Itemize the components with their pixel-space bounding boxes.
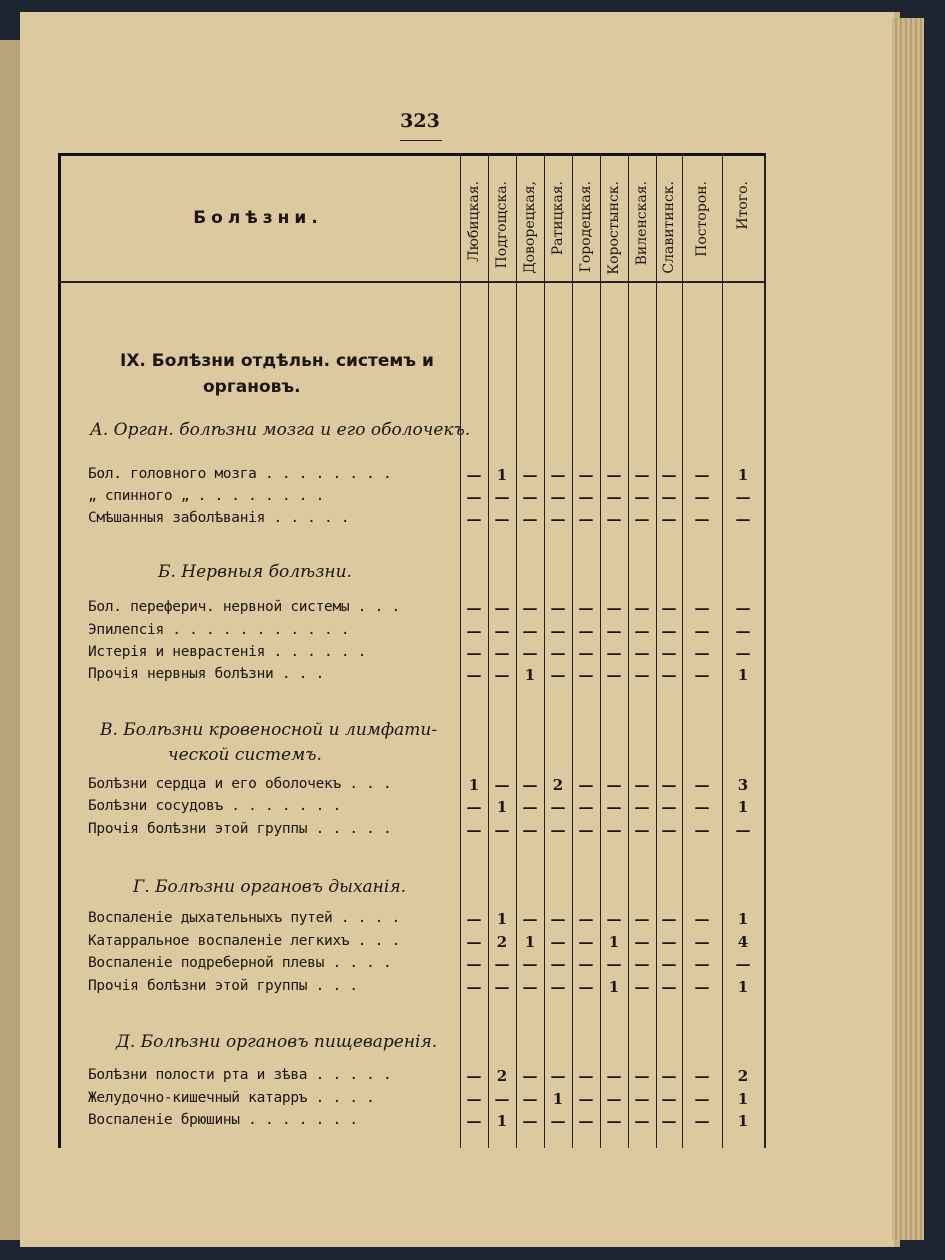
table-cell: — (606, 510, 622, 528)
table-cell: — (661, 910, 677, 928)
table-cell: — (466, 466, 482, 484)
table-row (58, 821, 764, 843)
table-cell: — (735, 510, 751, 528)
table-cell: — (550, 955, 566, 973)
table-row (58, 1067, 764, 1089)
table-cell: — (694, 599, 710, 617)
table-row (58, 798, 764, 820)
table-cell: — (466, 910, 482, 928)
table-cell: — (494, 644, 510, 662)
section-g-heading: Г. Болѣзни органовъ дыханія. (133, 877, 406, 897)
row-label: Смѣшанныя заболѣванія . . . . . (88, 510, 350, 526)
table-cell: — (606, 910, 622, 928)
column-header-label: Городецкая. (578, 181, 594, 273)
table-cell: — (578, 510, 594, 528)
table-cell: — (661, 488, 677, 506)
table-cell: — (606, 821, 622, 839)
row-label: Бол. переферич. нервной системы . . . (88, 599, 400, 615)
table-cell: — (494, 622, 510, 640)
table-row (58, 910, 764, 932)
district-column-header (656, 181, 682, 277)
column-header-label: Любицкая. (466, 181, 482, 263)
section-d-heading: Д. Болѣзни органовъ пищеваренія. (116, 1032, 438, 1052)
table-cell: — (606, 776, 622, 794)
table-cell: — (634, 933, 650, 951)
row-label: Болѣзни сердца и его оболочекъ . . . (88, 776, 392, 792)
table-cell: — (578, 798, 594, 816)
table-row (58, 933, 764, 955)
table-cell: — (694, 666, 710, 684)
table-cell: — (466, 1067, 482, 1085)
table-cell: — (522, 910, 538, 928)
table-cell: — (606, 798, 622, 816)
table-row (58, 622, 764, 644)
table-cell: — (494, 978, 510, 996)
table-cell: — (694, 488, 710, 506)
table-cell: 1 (496, 798, 508, 816)
row-label: Воспаленіе брюшины . . . . . . . (88, 1112, 358, 1128)
table-cell: — (634, 798, 650, 816)
table-row (58, 955, 764, 977)
table-cell: 1 (737, 798, 749, 816)
table-cell: — (634, 466, 650, 484)
table-cell: — (578, 466, 594, 484)
row-label: Воспаленіе подреберной плевы . . . . (88, 955, 392, 971)
table-cell: 3 (737, 776, 749, 794)
table-cell: — (735, 488, 751, 506)
table-cell: — (578, 776, 594, 794)
table-cell: — (550, 466, 566, 484)
table-cell: — (606, 1067, 622, 1085)
table-cell: — (550, 978, 566, 996)
table-cell: — (606, 1112, 622, 1130)
table-cell: — (522, 821, 538, 839)
table-cell: — (550, 488, 566, 506)
table-row (58, 666, 764, 688)
page-number: 323 (400, 110, 440, 132)
table-cell: — (466, 955, 482, 973)
row-label: Воспаленіе дыхательныхъ путей . . . . (88, 910, 400, 926)
row-label: Бол. головного мозга . . . . . . . . (88, 466, 392, 482)
table-cell: — (494, 666, 510, 684)
table-cell: — (694, 1067, 710, 1085)
table-cell: — (466, 798, 482, 816)
chapter-title-line2: органовъ. (203, 377, 301, 397)
table-cell: — (661, 1067, 677, 1085)
table-cell: — (522, 798, 538, 816)
table-cell: — (735, 955, 751, 973)
table-cell: — (661, 599, 677, 617)
table-cell: — (522, 510, 538, 528)
table-cell: — (694, 821, 710, 839)
column-header-label: Посторон. (694, 181, 710, 257)
row-label: Истерія и неврастенія . . . . . . (88, 644, 367, 660)
table-cell: — (694, 466, 710, 484)
table-cell: — (606, 599, 622, 617)
table-cell: — (578, 488, 594, 506)
table-cell: — (694, 798, 710, 816)
table-cell: — (550, 644, 566, 662)
row-label: „ спинного „ . . . . . . . . (88, 488, 325, 504)
table-cell: — (661, 622, 677, 640)
header-divider (58, 281, 764, 283)
table-cell: — (466, 599, 482, 617)
table-cell: — (522, 955, 538, 973)
column-header-label: Итого. (735, 181, 751, 230)
table-cell: — (606, 622, 622, 640)
table-cell: — (634, 622, 650, 640)
row-label: Прочія нервныя болѣзни . . . (88, 666, 325, 682)
table-row (58, 1112, 764, 1134)
table-cell: — (522, 978, 538, 996)
section-a-heading: А. Орган. болѣзни мозга и его оболочекъ. (90, 420, 471, 440)
row-label: Болѣзни сосудовъ . . . . . . . (88, 798, 341, 814)
table-cell: — (550, 510, 566, 528)
column-header-label: Коростынск. (606, 181, 622, 275)
table-cell: 2 (737, 1067, 749, 1085)
table-cell: — (661, 510, 677, 528)
district-column-header (460, 181, 488, 277)
table-cell: 4 (737, 933, 749, 951)
table-cell: — (494, 510, 510, 528)
table-cell: — (522, 644, 538, 662)
table-cell: 1 (608, 978, 620, 996)
table-cell: — (494, 821, 510, 839)
table-top-border (58, 153, 764, 156)
table-cell: — (522, 488, 538, 506)
table-cell: — (634, 955, 650, 973)
table-cell: — (661, 821, 677, 839)
district-column-header (516, 181, 544, 277)
table-cell: — (634, 1067, 650, 1085)
chapter-title-line1: IX. Болѣзни отдѣльн. системъ и (120, 351, 434, 371)
table-cell: — (466, 488, 482, 506)
table-cell: 1 (524, 933, 536, 951)
table-cell: — (661, 1090, 677, 1108)
table-cell: — (522, 599, 538, 617)
district-column-header (488, 181, 516, 277)
table-cell: — (694, 776, 710, 794)
table-cell: — (466, 1090, 482, 1108)
table-cell: — (634, 910, 650, 928)
table-cell: 2 (496, 1067, 508, 1085)
district-column-header (600, 181, 628, 277)
column-header-label: Доворецкая, (522, 181, 538, 274)
table-cell: — (661, 1112, 677, 1130)
table-row (58, 510, 764, 532)
table-cell: — (466, 510, 482, 528)
table-cell: — (694, 933, 710, 951)
district-column-header (544, 181, 572, 277)
table-row (58, 1090, 764, 1112)
table-cell: — (550, 666, 566, 684)
table-cell: — (634, 644, 650, 662)
table-cell: — (694, 510, 710, 528)
table-cell: — (578, 1112, 594, 1130)
table-cell: — (661, 466, 677, 484)
table-cell: 1 (737, 466, 749, 484)
table-cell: — (634, 776, 650, 794)
column-header-label: Славитинск. (661, 181, 677, 274)
table-cell: 1 (737, 1112, 749, 1130)
table-cell: — (661, 644, 677, 662)
table-cell: — (466, 933, 482, 951)
table-cell: 1 (737, 1090, 749, 1108)
district-column-header (722, 181, 764, 277)
table-cell: — (578, 978, 594, 996)
table-cell: — (694, 910, 710, 928)
table-row (58, 599, 764, 621)
column-header-label: Подгощска. (494, 181, 510, 269)
table-cell: — (606, 1090, 622, 1108)
table-cell: — (494, 488, 510, 506)
table-cell: — (466, 1112, 482, 1130)
table-cell: — (634, 510, 650, 528)
table-cell: — (578, 622, 594, 640)
table-cell: — (661, 978, 677, 996)
table-cell: — (634, 488, 650, 506)
table-cell: — (522, 1090, 538, 1108)
table-cell: — (694, 955, 710, 973)
table-cell: — (578, 955, 594, 973)
table-row (58, 488, 764, 510)
table-cell: — (606, 488, 622, 506)
table-cell: — (578, 821, 594, 839)
district-column-header (572, 181, 600, 277)
table-cell: — (466, 821, 482, 839)
row-label: Прочія болѣзни этой группы . . . . . (88, 821, 392, 837)
table-cell: — (661, 955, 677, 973)
table-cell: — (494, 1090, 510, 1108)
table-cell: 2 (552, 776, 564, 794)
table-cell: — (466, 622, 482, 640)
table-cell: — (550, 1112, 566, 1130)
table-cell: 1 (608, 933, 620, 951)
table-cell: 1 (737, 666, 749, 684)
table-cell: — (578, 644, 594, 662)
table-cell: — (494, 599, 510, 617)
page-stack-edge (892, 18, 924, 1240)
table-cell: 1 (496, 1112, 508, 1130)
table-cell: — (578, 933, 594, 951)
table-cell: — (522, 1067, 538, 1085)
table-cell: — (550, 599, 566, 617)
table-cell: — (494, 776, 510, 794)
table-cell: — (522, 622, 538, 640)
column-rule (764, 153, 766, 1148)
column-header-label: Виленская. (634, 181, 650, 266)
table-cell: — (494, 955, 510, 973)
table-cell: — (522, 466, 538, 484)
table-cell: — (735, 644, 751, 662)
district-column-header (628, 181, 656, 277)
table-cell: — (522, 1112, 538, 1130)
table-row (58, 978, 764, 1000)
table-cell: — (661, 776, 677, 794)
table-cell: 1 (496, 466, 508, 484)
table-cell: — (634, 978, 650, 996)
table-cell: — (694, 622, 710, 640)
table-cell: 1 (737, 978, 749, 996)
table-cell: 1 (496, 910, 508, 928)
table-cell: — (661, 933, 677, 951)
table-cell: — (466, 666, 482, 684)
table-cell: — (578, 910, 594, 928)
diseases-column-header: Болѣзни. (193, 208, 323, 228)
table-cell: — (735, 622, 751, 640)
table-cell: — (550, 821, 566, 839)
table-cell: — (606, 666, 622, 684)
left-page-edge (0, 40, 22, 1240)
table-cell: — (634, 1112, 650, 1130)
row-label: Прочія болѣзни этой группы . . . (88, 978, 358, 994)
table-cell: — (522, 776, 538, 794)
table-cell: 1 (468, 776, 480, 794)
table-cell: — (466, 644, 482, 662)
table-cell: — (694, 978, 710, 996)
table-cell: — (661, 798, 677, 816)
table-cell: — (606, 466, 622, 484)
disease-table (58, 153, 764, 1148)
table-cell: — (578, 666, 594, 684)
section-v-heading-line2: ческой системъ. (168, 745, 322, 765)
table-cell: — (735, 821, 751, 839)
table-cell: — (735, 599, 751, 617)
table-cell: — (550, 798, 566, 816)
table-cell: — (578, 1067, 594, 1085)
table-cell: — (606, 955, 622, 973)
column-header-label: Ратицкая. (550, 181, 566, 256)
section-b-heading: Б. Нервныя болѣзни. (158, 562, 352, 582)
row-label: Эпилепсія . . . . . . . . . . . (88, 622, 350, 638)
table-cell: — (550, 1067, 566, 1085)
table-cell: — (550, 933, 566, 951)
table-cell: 2 (496, 933, 508, 951)
table-cell: — (578, 1090, 594, 1108)
table-cell: 1 (737, 910, 749, 928)
table-cell: — (661, 666, 677, 684)
table-cell: — (634, 821, 650, 839)
table-cell: — (550, 622, 566, 640)
table-cell: — (634, 1090, 650, 1108)
table-cell: — (634, 666, 650, 684)
row-label: Желудочно-кишечный катарръ . . . . (88, 1090, 375, 1106)
table-cell: — (694, 644, 710, 662)
table-cell: — (694, 1090, 710, 1108)
table-cell: — (606, 644, 622, 662)
table-cell: 1 (552, 1090, 564, 1108)
row-label: Катарральное воспаленіе легкихъ . . . (88, 933, 400, 949)
table-cell: — (550, 910, 566, 928)
page-number-rule (400, 140, 442, 141)
table-cell: — (634, 599, 650, 617)
table-cell: — (694, 1112, 710, 1130)
table-row (58, 776, 764, 798)
district-column-header (682, 181, 722, 277)
section-v-heading-line1: В. Болѣзни кровеносной и лимфати- (100, 720, 438, 740)
table-cell: — (578, 599, 594, 617)
table-row (58, 466, 764, 488)
row-label: Болѣзни полости рта и зѣва . . . . . (88, 1067, 392, 1083)
table-row (58, 644, 764, 666)
table-cell: 1 (524, 666, 536, 684)
table-cell: — (466, 978, 482, 996)
